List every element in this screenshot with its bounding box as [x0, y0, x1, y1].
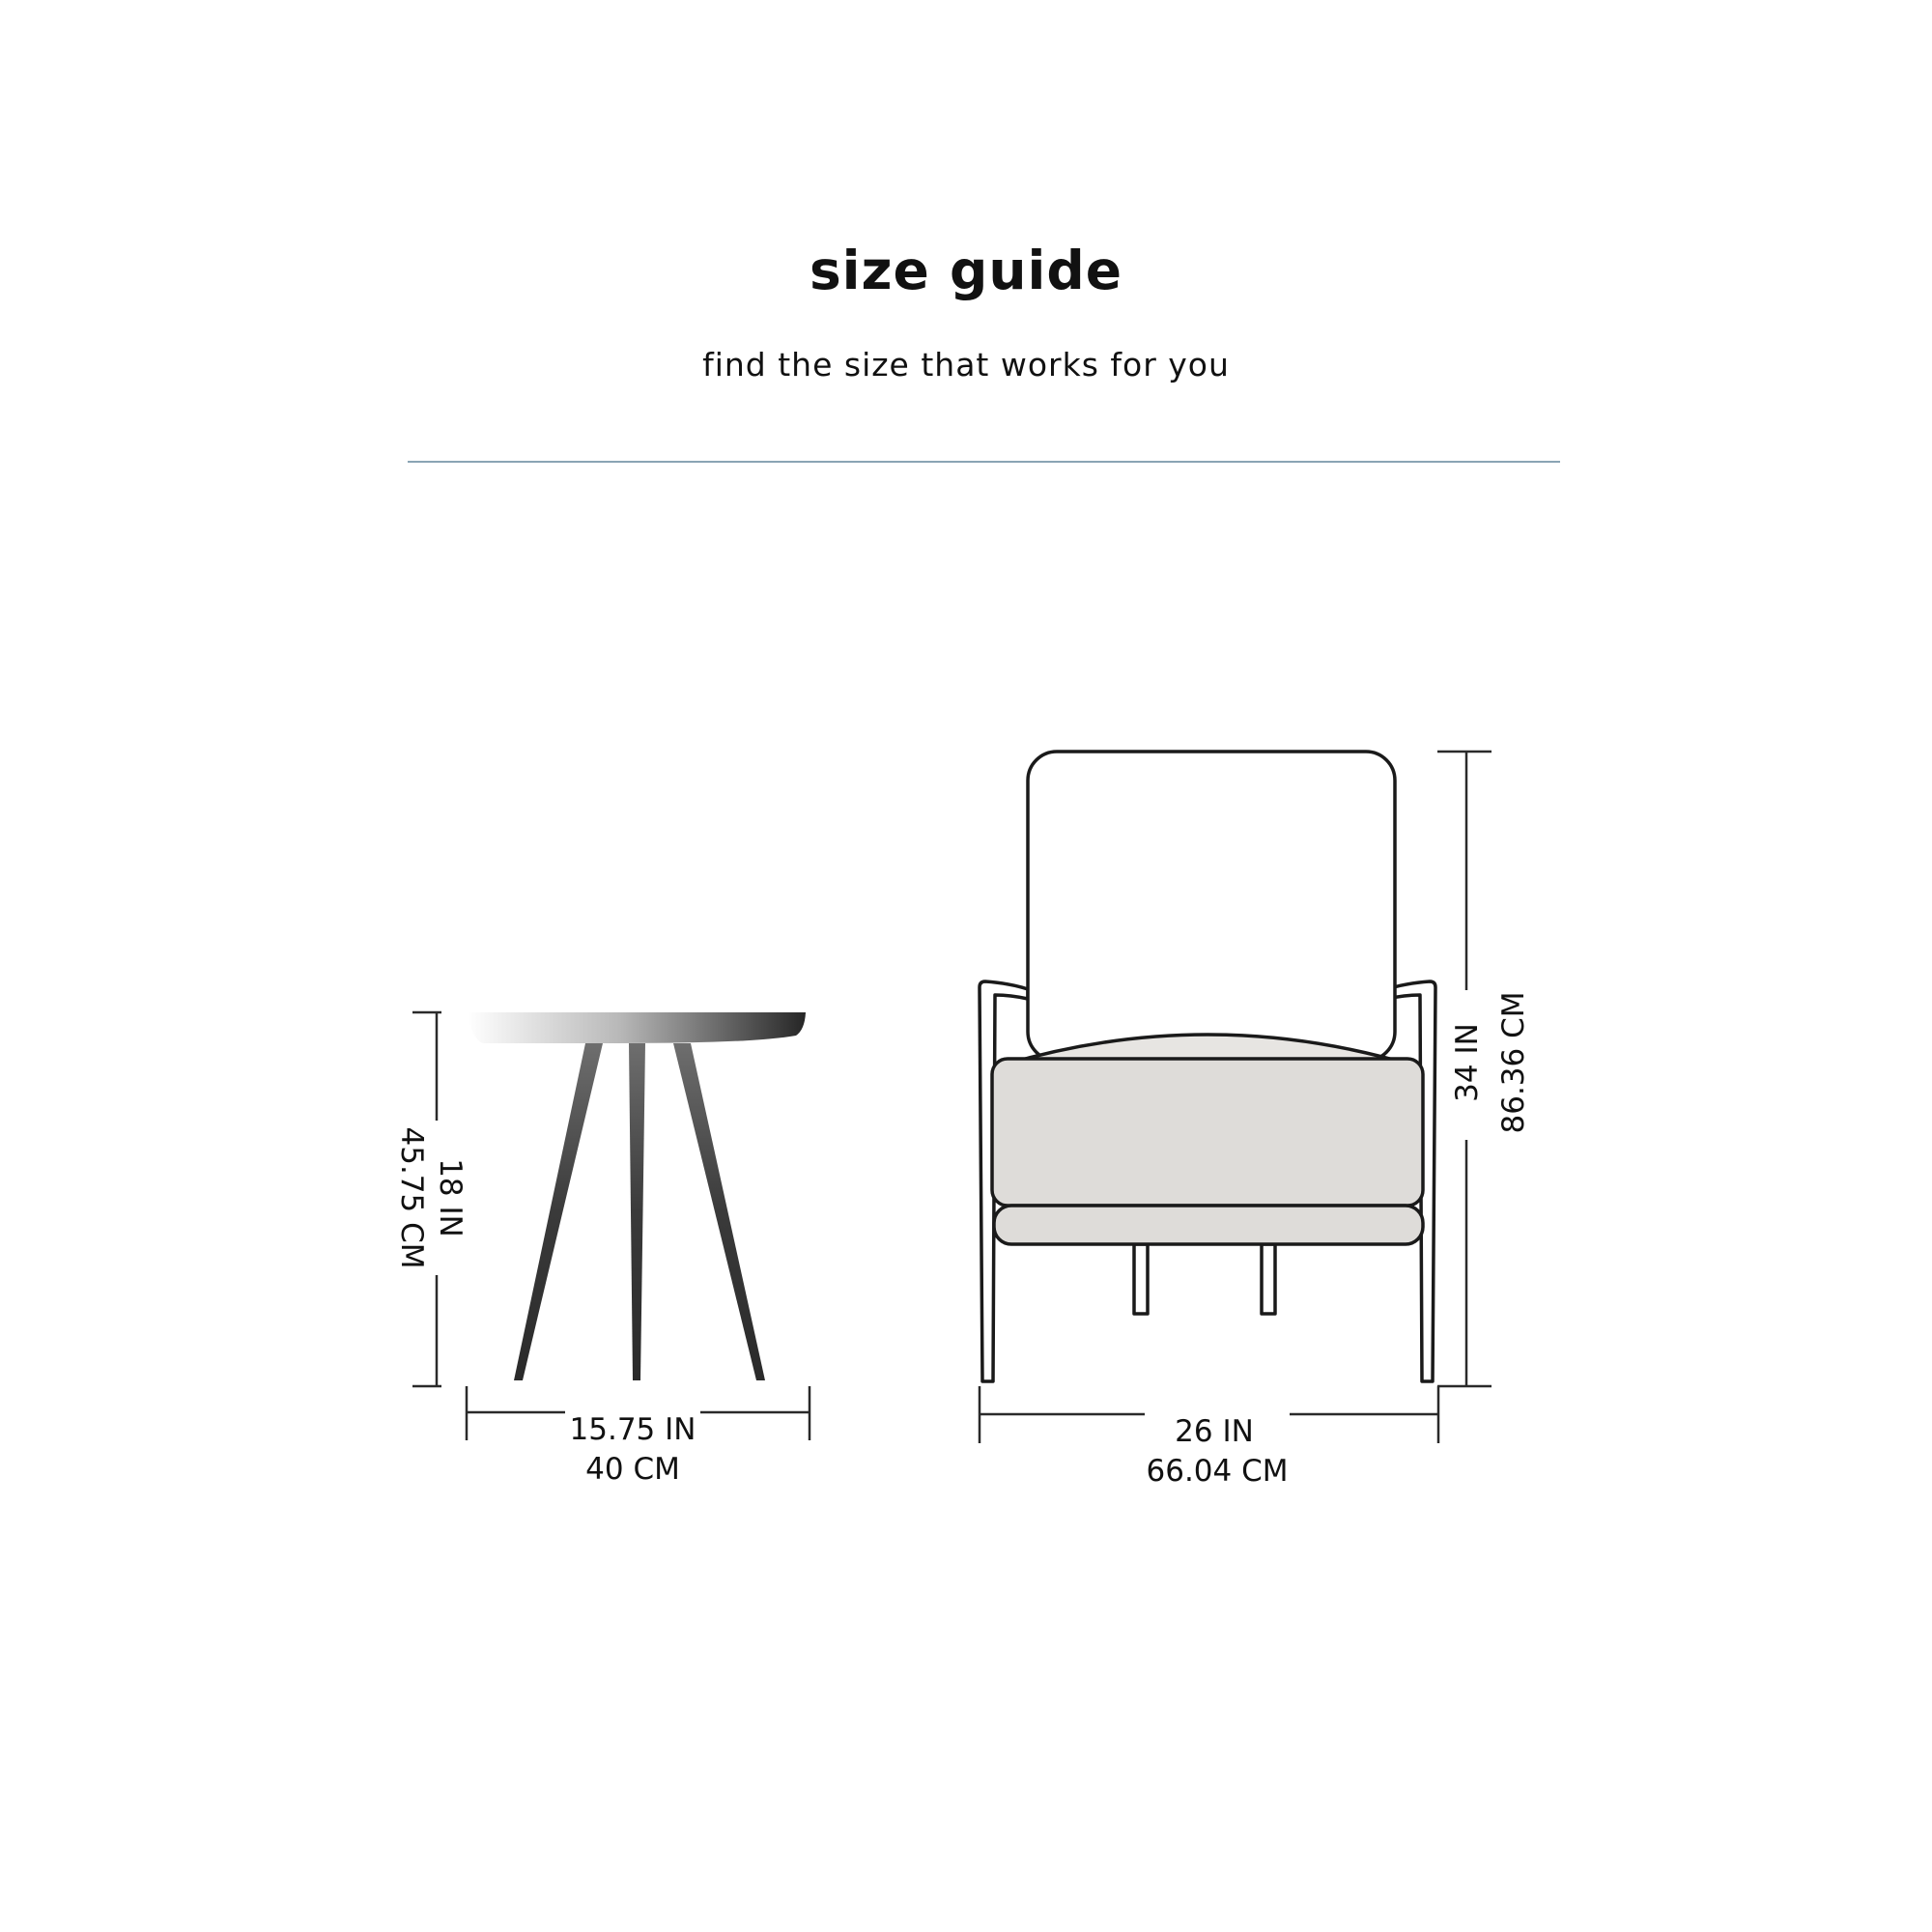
- chair-height-cm-label: 86.36 CM: [1496, 991, 1531, 1134]
- page-title: size guide: [809, 240, 1123, 301]
- table-leg-right: [673, 1043, 765, 1380]
- table-width-in-label: 15.75 IN: [569, 1412, 696, 1447]
- chair-leg-right: [1262, 1244, 1275, 1314]
- armchair-illustration: [980, 752, 1435, 1381]
- chair-base-cushion: [994, 1206, 1423, 1244]
- table-height-in-label: 18 IN: [433, 1158, 468, 1237]
- table-height-cm-label: 45.75 CM: [394, 1126, 429, 1269]
- chair-width-in-label: 26 IN: [1175, 1414, 1254, 1449]
- chair-height-in-label: 34 IN: [1450, 1023, 1485, 1102]
- table-leg-center: [629, 1043, 645, 1380]
- table-top: [468, 1012, 806, 1043]
- chair-seat-cushion: [992, 1059, 1423, 1206]
- side-table-illustration: [468, 1012, 806, 1380]
- table-width-cm-label: 40 CM: [585, 1452, 680, 1487]
- table-leg-left: [514, 1043, 603, 1380]
- chair-width-cm-label: 66.04 CM: [1146, 1454, 1289, 1489]
- chair-back-cushion: [1028, 752, 1395, 1061]
- page-subtitle: find the size that works for you: [702, 346, 1230, 384]
- chair-leg-left: [1134, 1244, 1148, 1314]
